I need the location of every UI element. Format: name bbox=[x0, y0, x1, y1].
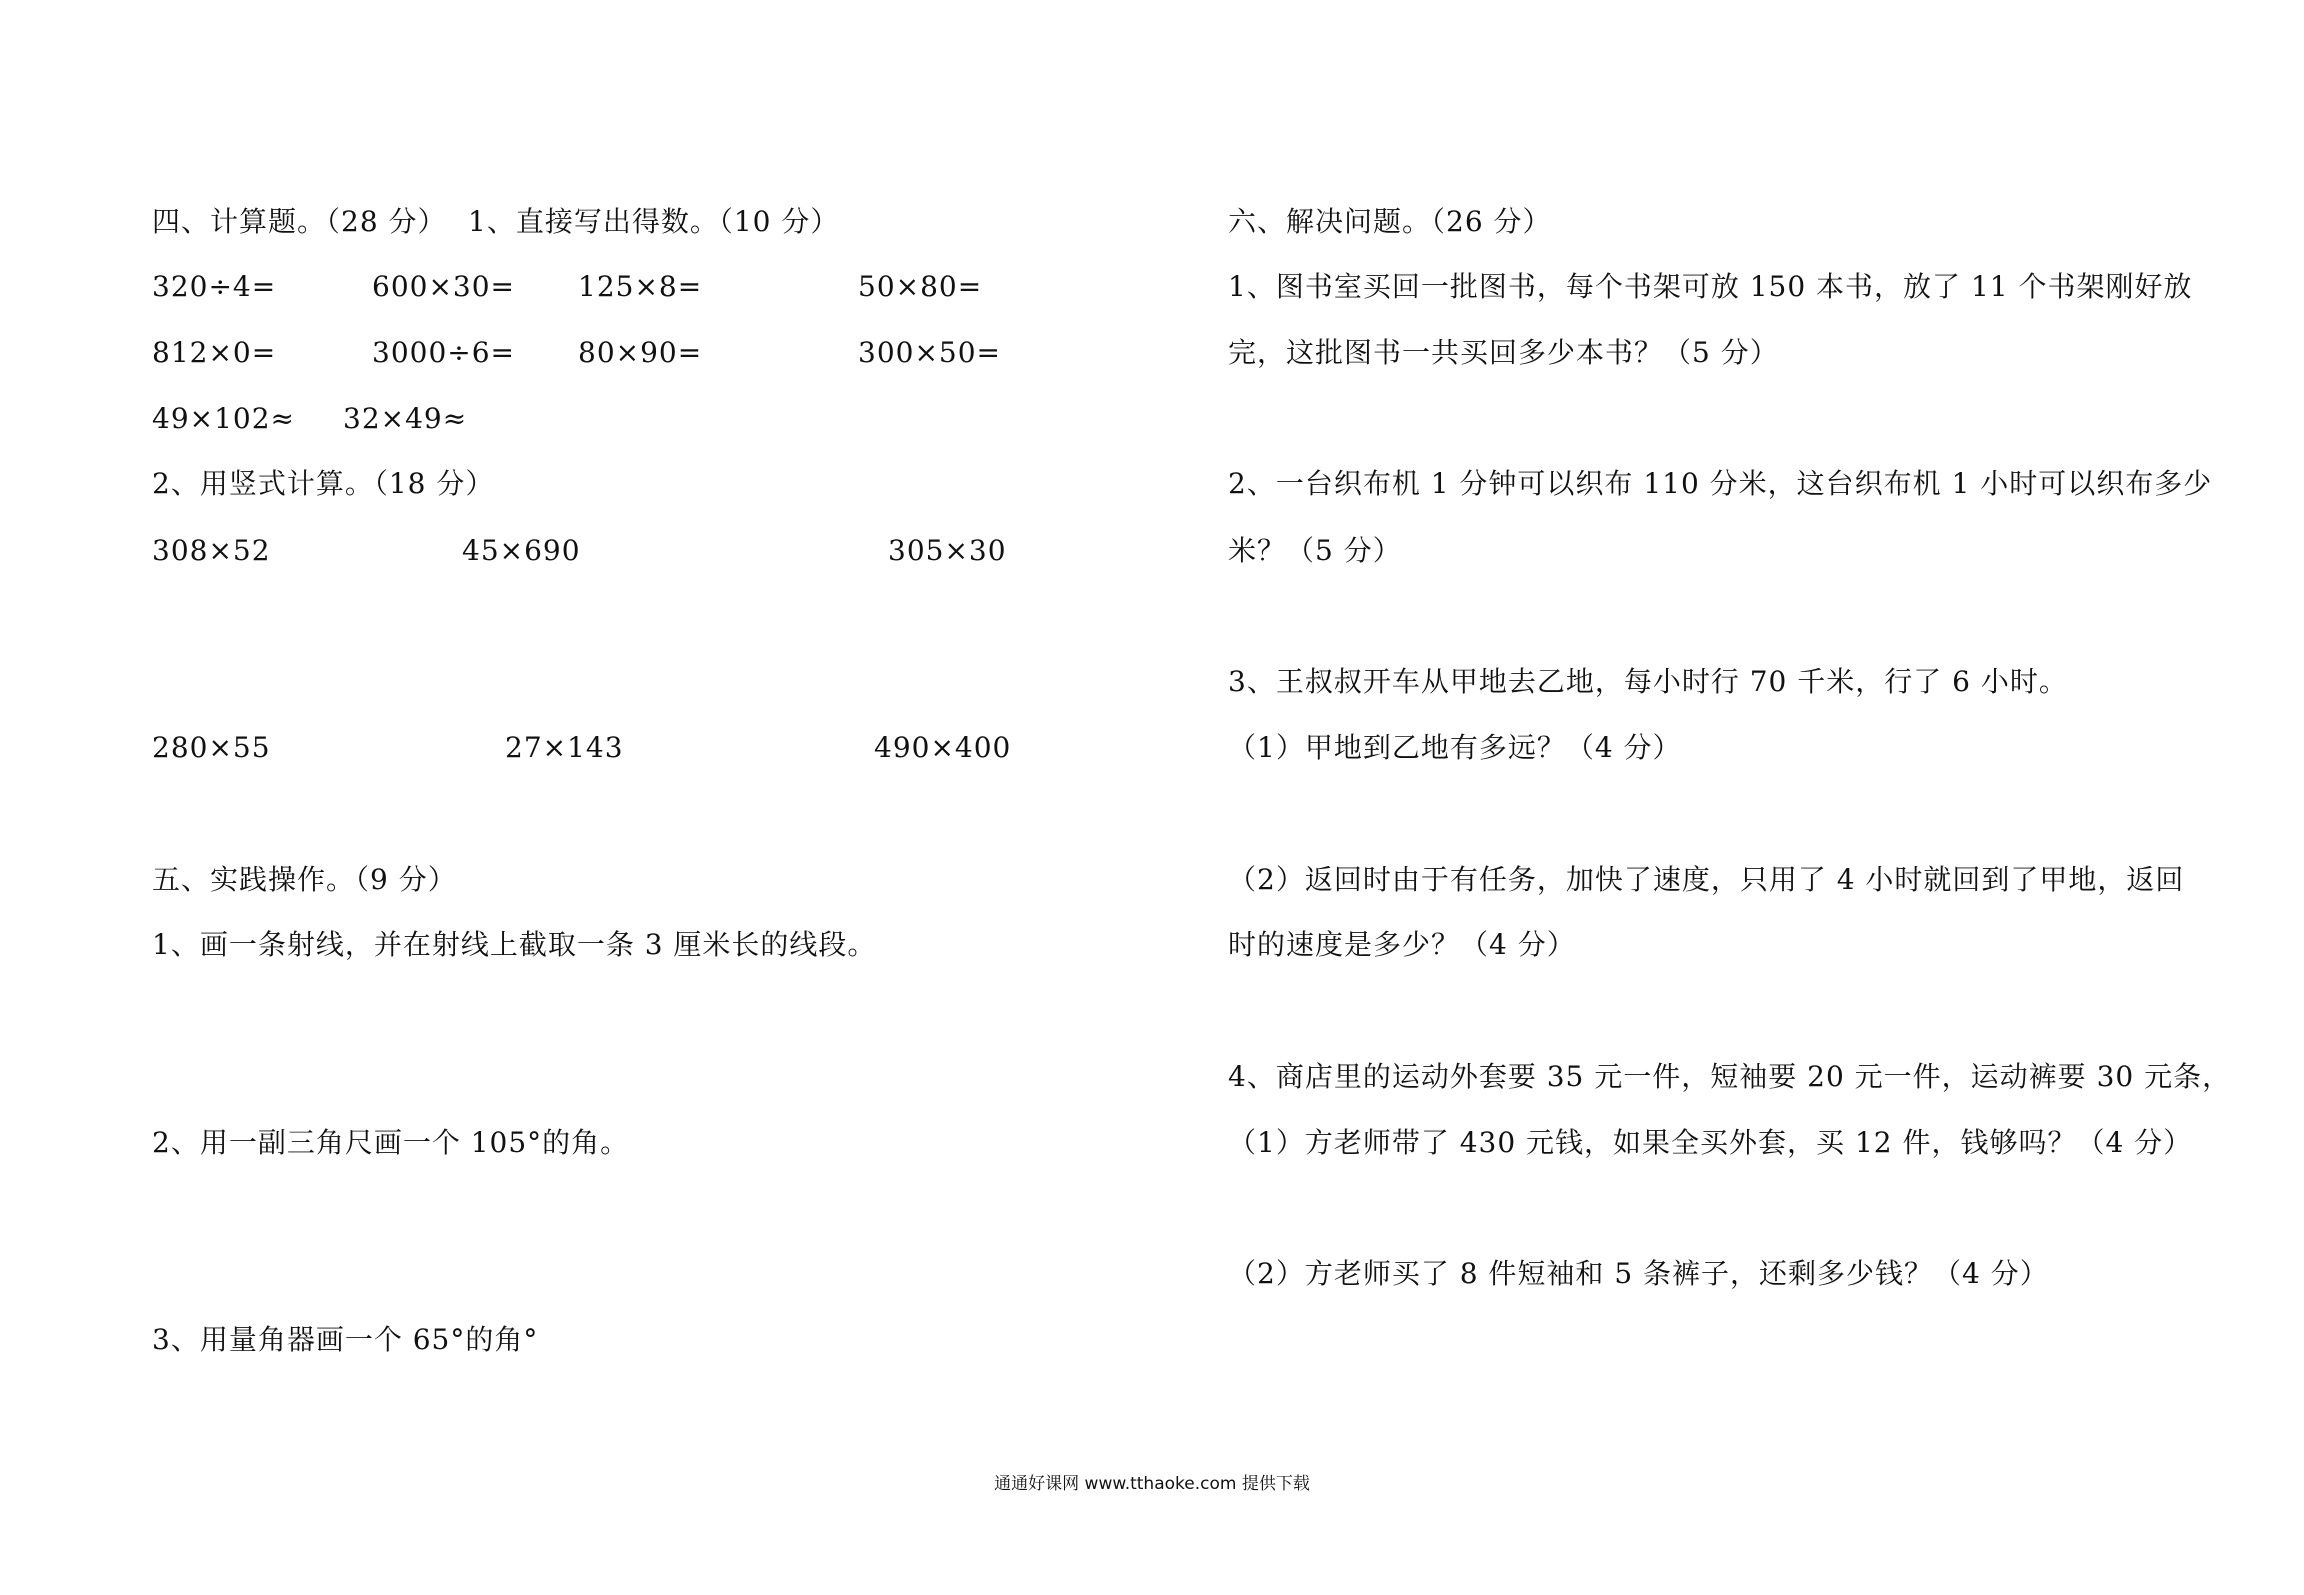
vertical-calc-item: 305×30 bbox=[888, 534, 1007, 567]
calc-item: 600×30= bbox=[372, 270, 515, 303]
problem2-line1: 2、一台织布机 1 分钟可以织布 110 分米，这台织布机 1 小时可以织布多少 bbox=[1228, 467, 2213, 500]
problem3-sub2-line2: 时的速度是多少？（4 分） bbox=[1228, 928, 1576, 961]
problem1-line1: 1、图书室买回一批图书，每个书架可放 150 本书，放了 11 个书架刚好放 bbox=[1228, 270, 2193, 303]
calc-item: 50×80= bbox=[858, 270, 983, 303]
vertical-calc-item: 45×690 bbox=[462, 534, 581, 567]
calc-item: 812×0= bbox=[152, 336, 277, 369]
vertical-calc-item: 280×55 bbox=[152, 731, 271, 764]
section5-q2: 2、用一副三角尺画一个 105°的角。 bbox=[152, 1126, 630, 1159]
section4-q1-title: 1、直接写出得数。（10 分） bbox=[468, 205, 840, 238]
problem3-sub1: （1）甲地到乙地有多远？（4 分） bbox=[1228, 731, 1682, 764]
problem3-sub2-line1: （2）返回时由于有任务，加快了速度，只用了 4 小时就回到了甲地，返回 bbox=[1228, 863, 2185, 896]
calc-item: 80×90= bbox=[578, 336, 703, 369]
section5-q1: 1、画一条射线，并在射线上截取一条 3 厘米长的线段。 bbox=[152, 928, 877, 961]
section4-title: 四、计算题。（28 分） bbox=[152, 205, 447, 238]
problem2-line2: 米？（5 分） bbox=[1228, 534, 1402, 567]
problem4-sub1: （1）方老师带了 430 元钱，如果全买外套，买 12 件，钱够吗？（4 分） bbox=[1228, 1126, 2193, 1159]
calc-item: 3000÷6= bbox=[372, 336, 515, 369]
calc-item: 125×8= bbox=[578, 270, 703, 303]
calc-item: 32×49≈ bbox=[343, 402, 468, 435]
problem1-line2: 完，这批图书一共买回多少本书？（5 分） bbox=[1228, 336, 1779, 369]
calc-item: 300×50= bbox=[858, 336, 1001, 369]
vertical-calc-item: 27×143 bbox=[505, 731, 624, 764]
section4-q2-title: 2、用竖式计算。（18 分） bbox=[152, 467, 495, 500]
section5-title: 五、实践操作。（9 分） bbox=[152, 863, 457, 896]
calc-item: 320÷4= bbox=[152, 270, 277, 303]
problem3-line1: 3、王叔叔开车从甲地去乙地，每小时行 70 千米，行了 6 小时。 bbox=[1228, 665, 2068, 698]
footer-credit: 通通好课网 www.tthaoke.com 提供下载 bbox=[994, 1474, 1310, 1494]
problem4-sub2: （2）方老师买了 8 件短袖和 5 条裤子，还剩多少钱？（4 分） bbox=[1228, 1257, 2049, 1290]
problem4-line1: 4、商店里的运动外套要 35 元一件，短袖要 20 元一件，运动裤要 30 元条， bbox=[1228, 1060, 2232, 1093]
calc-item: 49×102≈ bbox=[152, 402, 295, 435]
vertical-calc-item: 308×52 bbox=[152, 534, 271, 567]
vertical-calc-item: 490×400 bbox=[874, 731, 1012, 764]
section6-title: 六、解决问题。（26 分） bbox=[1228, 205, 1552, 238]
section5-q3: 3、用量角器画一个 65°的角° bbox=[152, 1323, 539, 1356]
